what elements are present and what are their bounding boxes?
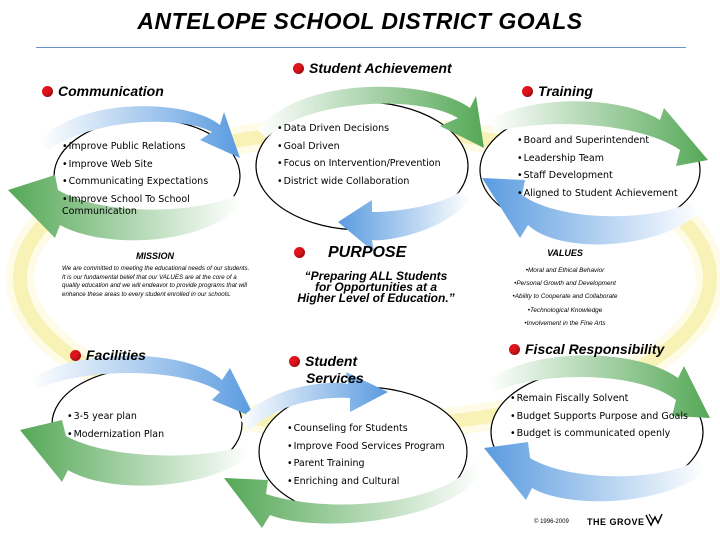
list-item: • Data Driven Decisions: [277, 123, 457, 135]
purpose-text: “Preparing ALL Students for Opportunities at a Higher Level of Education.”: [297, 269, 455, 305]
page-title: ANTELOPE SCHOOL DISTRICT GOALS: [137, 8, 583, 34]
brand-name: THE GROVE: [587, 517, 645, 527]
training-title: [522, 83, 593, 99]
training-list: [517, 135, 697, 205]
student-services-title-line1: Student: [305, 353, 358, 369]
list-item: • Technological Knowledge: [484, 304, 646, 317]
fiscal-title: [509, 341, 664, 357]
communication-title-text: Communication: [58, 83, 164, 99]
values-list: [484, 264, 646, 330]
list-item: • Aligned to Student Achievement: [517, 188, 697, 200]
student-services-title-line2: Services: [306, 370, 364, 386]
red-dot-icon: [42, 86, 53, 97]
list-item: • District wide Collaboration: [277, 176, 457, 188]
red-dot-icon: [509, 344, 520, 355]
list-item: • Budget Supports Purpose and Goals: [510, 411, 700, 423]
red-dot-icon: [522, 86, 533, 97]
red-dot-icon: [293, 63, 304, 74]
list-item: • Board and Superintendent: [517, 135, 697, 147]
list-item: • Counseling for Students: [287, 423, 467, 435]
list-item: • Leadership Team: [517, 153, 697, 165]
list-item: • Modernization Plan: [67, 429, 217, 441]
list-item: • 3-5 year plan: [67, 411, 217, 423]
facilities-title-text: Facilities: [86, 347, 146, 363]
list-item: • Improve Food Services Program: [287, 441, 467, 453]
grove-logo-icon: [645, 513, 663, 527]
mission-heading: MISSION: [135, 251, 174, 261]
communication-title: [42, 83, 164, 99]
list-item: • Remain Fiscally Solvent: [510, 393, 700, 405]
student-services-title: [289, 353, 357, 369]
mission-text: We are committed to meeting the educational needs of our students. It is our fundamental belief that our VALUES are at the core of a quality education and we will endeavor to provide programs that will enhance these areas to every student enrolled in our schools.: [62, 265, 250, 298]
student-achievement-list: [277, 123, 457, 193]
red-dot-icon: [289, 356, 300, 367]
facilities-title: [70, 347, 146, 363]
student-achievement-title: [293, 60, 452, 76]
student-achievement-title-text: Student Achievement: [309, 60, 452, 76]
list-item: • Communicating Expectations: [62, 176, 212, 188]
purpose-heading-text: PURPOSE: [328, 244, 407, 261]
fiscal-title-text: Fiscal Responsibility: [525, 341, 665, 357]
list-item: • Parent Training: [287, 458, 467, 470]
list-item: • Budget is communicated openly: [510, 428, 700, 440]
list-item: • Personal Growth and Development: [484, 277, 646, 290]
purpose-heading: [294, 244, 406, 262]
list-item: • Enriching and Cultural: [287, 476, 467, 488]
list-item: • Staff Development: [517, 170, 697, 182]
list-item: • Goal Driven: [277, 141, 457, 153]
communication-list: [62, 141, 212, 223]
list-item: • Improve Public Relations: [62, 141, 212, 153]
values-heading: VALUES: [547, 248, 583, 258]
list-item: • Ability to Cooperate and Collaborate: [484, 290, 646, 303]
red-dot-icon: [70, 350, 81, 361]
red-dot-icon: [294, 247, 305, 258]
fiscal-list: [510, 393, 700, 446]
copyright: © 1996-2009: [534, 519, 569, 525]
list-item: • Moral and Ethical Behavior: [484, 264, 646, 277]
facilities-list: [67, 411, 217, 446]
list-item: • Focus on Intervention/Prevention: [277, 158, 457, 170]
list-item: • Involvement in the Fine Arts: [484, 317, 646, 330]
list-item: • Improve School To School Communication: [62, 194, 212, 218]
student-services-list: [287, 423, 467, 493]
training-title-text: Training: [538, 83, 593, 99]
title-rule: [36, 47, 686, 48]
list-item: • Improve Web Site: [62, 159, 212, 171]
